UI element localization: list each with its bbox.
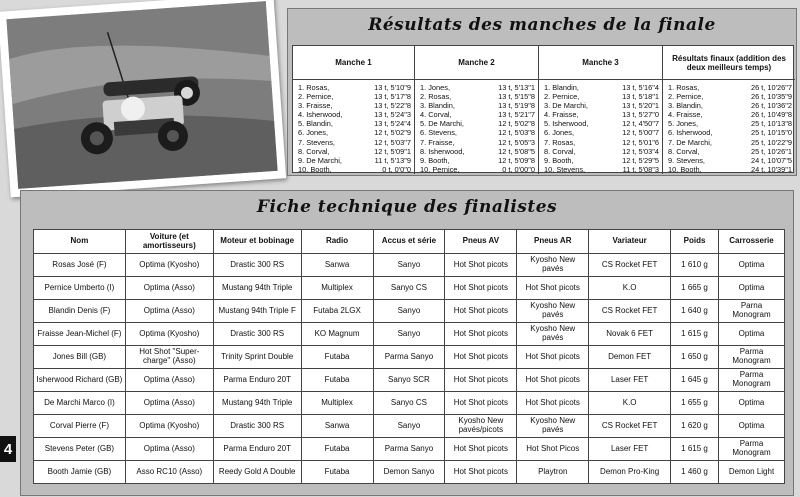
table-cell: CS Rocket FET	[589, 254, 671, 277]
table-cell: Sanyo	[373, 415, 445, 438]
table-cell: Hot Shot picots	[445, 392, 517, 415]
tech-column-header: Pneus AR	[517, 230, 589, 254]
table-cell: Kyosho New pavés	[517, 323, 589, 346]
result-row	[420, 119, 535, 128]
table-cell: Mustang 94th Triple	[213, 392, 301, 415]
result-row	[544, 165, 659, 174]
table-row	[34, 254, 785, 277]
result-driver: 2. Pernice,	[544, 92, 580, 102]
tech-column-header: Voiture (et amortisseurs)	[125, 230, 213, 254]
result-row	[298, 119, 411, 128]
table-cell: Optima (Kyosho)	[125, 415, 213, 438]
table-cell: Sanyo CS	[373, 392, 445, 415]
result-driver: 4. Corval,	[420, 110, 452, 120]
result-driver: 9. Stevens,	[668, 155, 705, 165]
result-row	[544, 128, 659, 137]
table-cell: Pernice Umberto (I)	[34, 277, 126, 300]
result-row	[298, 101, 411, 110]
results-grid	[292, 45, 794, 173]
results-list	[415, 80, 538, 174]
table-cell: 1 615 g	[671, 438, 719, 461]
result-time: 13 t, 5'15"8	[498, 92, 535, 102]
table-cell: Parma Sanyo	[373, 346, 445, 369]
table-cell: Hot Shot picots	[517, 346, 589, 369]
result-time: 24 t, 10'07"5	[750, 155, 792, 165]
table-row	[34, 415, 785, 438]
table-cell: Laser FET	[589, 369, 671, 392]
result-row	[420, 147, 535, 156]
result-row	[298, 128, 411, 137]
table-cell: K.O	[589, 277, 671, 300]
table-cell: Optima	[719, 392, 785, 415]
result-time: 13 t, 5'24"3	[374, 110, 411, 120]
table-cell: Optima	[719, 323, 785, 346]
table-cell: Novak 6 FET	[589, 323, 671, 346]
table-cell: Kyosho New pavés	[517, 254, 589, 277]
result-driver: 1. Jones,	[420, 83, 450, 92]
table-cell: 1 645 g	[671, 369, 719, 392]
result-row	[298, 92, 411, 101]
results-column	[663, 46, 795, 174]
tech-body	[34, 254, 785, 484]
result-row	[668, 92, 792, 101]
result-driver: 3. De Marchi,	[544, 101, 588, 111]
table-cell: Drastic 300 RS	[213, 415, 301, 438]
table-cell: Futaba	[301, 346, 373, 369]
table-cell: Parma Monogram	[719, 369, 785, 392]
result-row	[420, 138, 535, 147]
result-driver: 1. Rosas,	[668, 83, 700, 92]
tech-column-header: Carrosserie	[719, 230, 785, 254]
table-cell: Optima (Kyosho)	[125, 323, 213, 346]
table-cell: Jones Bill (GB)	[34, 346, 126, 369]
result-driver: 7. Fraisse,	[420, 137, 455, 147]
table-cell: Kyosho New pavés	[517, 415, 589, 438]
page-number: 4	[0, 436, 16, 462]
result-driver: 6. Jones,	[298, 128, 328, 138]
table-cell: Parma Sanyo	[373, 438, 445, 461]
table-cell: Futaba	[301, 461, 373, 484]
results-column-header: Résultats finaux (addition des deux meilleurs temps)	[663, 46, 795, 80]
result-driver: 1. Rosas,	[298, 83, 330, 92]
table-cell: Isherwood Richard (GB)	[34, 369, 126, 392]
table-row	[34, 323, 785, 346]
table-cell: Hot Shot picots	[517, 392, 589, 415]
result-driver: 10. Pernice,	[420, 164, 460, 174]
result-time: 13 t, 5'16"4	[622, 83, 659, 92]
result-row	[544, 119, 659, 128]
table-cell: Reedy Gold A Double	[213, 461, 301, 484]
results-list	[539, 80, 662, 174]
result-row	[420, 101, 535, 110]
result-time: 12 t, 5'03"7	[374, 137, 411, 147]
result-time: 12 t, 5'01"6	[622, 137, 659, 147]
result-time: 12 t, 5'02"8	[498, 119, 535, 129]
result-driver: 5. Blandin,	[298, 119, 333, 129]
table-cell: Sanwa	[301, 254, 373, 277]
result-time: 13 t, 5'22"8	[374, 101, 411, 111]
table-cell: Hot Shot picots	[517, 369, 589, 392]
result-time: 25 t, 10'26"1	[750, 146, 792, 156]
table-cell: Parma Enduro 20T	[213, 369, 301, 392]
results-column	[539, 46, 663, 174]
result-driver: 7. De Marchi,	[668, 137, 712, 147]
table-cell: Drastic 300 RS	[213, 254, 301, 277]
result-row	[668, 128, 792, 137]
result-row	[298, 83, 411, 92]
result-driver: 5. Isherwood,	[544, 119, 589, 129]
tech-column-header: Radio	[301, 230, 373, 254]
table-row	[34, 392, 785, 415]
table-cell: Demon FET	[589, 346, 671, 369]
result-row	[420, 156, 535, 165]
table-cell: Sanyo CS	[373, 277, 445, 300]
result-driver: 2. Rosas,	[420, 92, 452, 102]
result-row	[668, 101, 792, 110]
table-cell: 1 640 g	[671, 300, 719, 323]
results-column-header: Manche 1	[293, 46, 414, 80]
table-cell: Kyosho New pavés	[517, 300, 589, 323]
result-driver: 6. Isherwood,	[668, 128, 713, 138]
result-row	[298, 147, 411, 156]
result-driver: 3. Fraisse,	[298, 101, 333, 111]
table-cell: Sanwa	[301, 415, 373, 438]
result-time: 26 t, 10'36"2	[750, 101, 792, 111]
result-row	[668, 138, 792, 147]
result-row	[668, 147, 792, 156]
result-row	[544, 83, 659, 92]
result-row	[298, 110, 411, 119]
result-time: 13 t, 5'27"0	[622, 110, 659, 120]
result-time: 26 t, 10'26"7	[750, 83, 792, 92]
result-time: 13 t, 5'13"1	[498, 83, 535, 92]
result-row	[420, 128, 535, 137]
result-row	[544, 110, 659, 119]
result-driver: 5. Jones,	[668, 119, 698, 129]
table-cell: Stevens Peter (GB)	[34, 438, 126, 461]
tech-title: Fiche technique des finalistes	[256, 197, 558, 217]
tech-header-row	[34, 230, 785, 254]
result-driver: 8. Corval,	[544, 146, 576, 156]
table-cell: Hot Shot picots	[445, 254, 517, 277]
result-driver: 3. Blandin,	[668, 101, 703, 111]
result-time: 24 t, 10'39"1	[750, 164, 792, 174]
table-cell: Optima (Asso)	[125, 369, 213, 392]
result-driver: 8. Corval,	[668, 146, 700, 156]
result-row	[420, 92, 535, 101]
result-row	[544, 147, 659, 156]
result-driver: 2. Pernice,	[668, 92, 704, 102]
result-time: 13 t, 5'24"4	[374, 119, 411, 129]
table-row	[34, 300, 785, 323]
table-cell: 1 650 g	[671, 346, 719, 369]
table-cell: Rosas José (F)	[34, 254, 126, 277]
table-cell: Playtron	[517, 461, 589, 484]
rc-car-photo	[0, 0, 286, 197]
result-row	[544, 156, 659, 165]
table-cell: Hot Shot picots	[445, 277, 517, 300]
table-cell: 1 655 g	[671, 392, 719, 415]
table-cell: Optima	[719, 254, 785, 277]
result-driver: 8. Isherwood,	[420, 146, 465, 156]
tech-column-header: Moteur et bobinage	[213, 230, 301, 254]
table-cell: Sanyo	[373, 300, 445, 323]
result-time: 12 t, 5'02"9	[374, 128, 411, 138]
table-cell: Multiplex	[301, 392, 373, 415]
result-time: 12 t, 5'08"5	[498, 146, 535, 156]
table-cell: Parma Monogram	[719, 346, 785, 369]
table-cell: Hot Shot "Super-charge" (Asso)	[125, 346, 213, 369]
result-driver: 10. Booth,	[298, 164, 332, 174]
result-row	[668, 119, 792, 128]
table-cell: Kyosho New pavés/picots	[445, 415, 517, 438]
table-cell: 1 620 g	[671, 415, 719, 438]
results-title: Résultats des manches de la finale	[368, 15, 716, 35]
results-column	[415, 46, 539, 174]
result-time: 12 t, 5'05"3	[498, 137, 535, 147]
result-driver: 9. Booth,	[544, 155, 574, 165]
table-cell: Hot Shot picots	[445, 461, 517, 484]
result-driver: 10. Booth,	[668, 164, 702, 174]
tech-column-header: Poids	[671, 230, 719, 254]
table-cell: Drastic 300 RS	[213, 323, 301, 346]
result-time: 12 t, 5'09"8	[498, 155, 535, 165]
table-cell: K.O	[589, 392, 671, 415]
table-cell: Optima (Asso)	[125, 277, 213, 300]
result-time: 11 t, 5'08"3	[622, 164, 659, 174]
table-cell: Hot Shot picots	[445, 300, 517, 323]
results-column-header: Manche 2	[415, 46, 538, 80]
table-row	[34, 438, 785, 461]
table-cell: Sanyo SCR	[373, 369, 445, 392]
table-cell: Mustang 94th Triple F	[213, 300, 301, 323]
table-cell: 1 615 g	[671, 323, 719, 346]
table-cell: 1 610 g	[671, 254, 719, 277]
table-cell: Optima (Asso)	[125, 438, 213, 461]
result-row	[668, 110, 792, 119]
result-row	[420, 110, 535, 119]
table-cell: Parma Enduro 20T	[213, 438, 301, 461]
results-list	[663, 80, 795, 174]
result-time: 13 t, 5'17"8	[374, 92, 411, 102]
results-column	[293, 46, 415, 174]
tech-column-header: Variateur	[589, 230, 671, 254]
table-cell: Optima	[719, 277, 785, 300]
result-driver: 8. Corval,	[298, 146, 330, 156]
table-row	[34, 369, 785, 392]
table-cell: Booth Jamie (GB)	[34, 461, 126, 484]
results-column-header: Manche 3	[539, 46, 662, 80]
result-driver: 5. De Marchi,	[420, 119, 464, 129]
result-row	[668, 83, 792, 92]
result-driver: 4. Isherwood,	[298, 110, 343, 120]
result-time: 13 t, 5'18"1	[622, 92, 659, 102]
result-row	[298, 165, 411, 174]
result-row	[298, 156, 411, 165]
result-driver: 4. Fraisse,	[668, 110, 703, 120]
table-cell: Parma Monogram	[719, 438, 785, 461]
result-time: 13 t, 5'20"1	[622, 101, 659, 111]
table-cell: Futaba 2LGX	[301, 300, 373, 323]
table-cell: Demon Pro-King	[589, 461, 671, 484]
table-cell: 1 665 g	[671, 277, 719, 300]
table-cell: Demon Light	[719, 461, 785, 484]
table-cell: Mustang 94th Triple	[213, 277, 301, 300]
tech-column-header: Pneus AV	[445, 230, 517, 254]
result-row	[544, 92, 659, 101]
rc-buggy-illustration	[6, 1, 277, 189]
tech-sheet-panel	[20, 190, 794, 496]
table-cell: De Marchi Marco (I)	[34, 392, 126, 415]
table-cell: Hot Shot picots	[445, 438, 517, 461]
result-driver: 10. Stevens,	[544, 164, 586, 174]
table-cell: Parna Monogram	[719, 300, 785, 323]
tech-column-header: Nom	[34, 230, 126, 254]
table-cell: Hot Shot picots	[517, 277, 589, 300]
result-time: 25 t, 10'13"8	[750, 119, 792, 129]
table-cell: Hot Shot picots	[445, 346, 517, 369]
table-cell: Optima (Asso)	[125, 392, 213, 415]
result-time: 11 t, 5'13"9	[374, 155, 411, 165]
result-time: 0 t, 0'00"0	[502, 164, 535, 174]
table-row	[34, 346, 785, 369]
result-driver: 6. Jones,	[544, 128, 574, 138]
result-row	[420, 165, 535, 174]
result-driver: 9. De Marchi,	[298, 155, 342, 165]
results-list	[293, 80, 414, 174]
table-cell: KO Magnum	[301, 323, 373, 346]
result-time: 13 t, 5'19"8	[498, 101, 535, 111]
result-driver: 6. Stevens,	[420, 128, 457, 138]
table-cell: Trinity Sprint Double	[213, 346, 301, 369]
table-cell: 1 460 g	[671, 461, 719, 484]
result-driver: 9. Booth,	[420, 155, 450, 165]
result-driver: 1. Blandin,	[544, 83, 579, 92]
result-time: 12 t, 5'03"4	[622, 146, 659, 156]
result-driver: 3. Blandin,	[420, 101, 455, 111]
table-row	[34, 277, 785, 300]
result-driver: 7. Stevens,	[298, 137, 335, 147]
table-cell: Futaba	[301, 438, 373, 461]
table-cell: Optima (Kyosho)	[125, 254, 213, 277]
result-time: 26 t, 10'35"9	[750, 92, 792, 102]
table-cell: Asso RC10 (Asso)	[125, 461, 213, 484]
result-driver: 7. Rosas,	[544, 137, 576, 147]
result-time: 25 t, 10'15"0	[750, 128, 792, 138]
table-cell: Hot Shot Picos	[517, 438, 589, 461]
result-row	[544, 138, 659, 147]
tech-column-header: Accus et série	[373, 230, 445, 254]
table-cell: Hot Shot picots	[445, 323, 517, 346]
table-cell: Multiplex	[301, 277, 373, 300]
table-cell: CS Rocket FET	[589, 415, 671, 438]
result-time: 12 t, 5'29"5	[622, 155, 659, 165]
race-results-panel	[287, 8, 797, 176]
result-driver: 4. Fraisse,	[544, 110, 579, 120]
table-cell: Optima (Asso)	[125, 300, 213, 323]
table-cell: Demon Sanyo	[373, 461, 445, 484]
result-row	[544, 101, 659, 110]
result-driver: 2. Pernice,	[298, 92, 334, 102]
result-row	[298, 138, 411, 147]
table-row	[34, 461, 785, 484]
result-time: 26 t, 10'49"8	[750, 110, 792, 120]
result-time: 12 t, 5'03"8	[498, 128, 535, 138]
result-time: 12 t, 5'00"7	[622, 128, 659, 138]
table-cell: Optima	[719, 415, 785, 438]
table-cell: Sanyo	[373, 254, 445, 277]
result-time: 13 t, 5'10"9	[374, 83, 411, 92]
result-time: 0 t, 0'0"0	[382, 164, 411, 174]
tech-table	[33, 229, 785, 484]
result-time: 13 t, 5'21"7	[498, 110, 535, 120]
result-row	[420, 83, 535, 92]
result-time: 25 t, 10'22"9	[750, 137, 792, 147]
table-cell: Blandin Denis (F)	[34, 300, 126, 323]
table-cell: Futaba	[301, 369, 373, 392]
result-time: 12 t, 4'50"7	[622, 119, 659, 129]
photo-image	[6, 1, 277, 189]
table-cell: Sanyo	[373, 323, 445, 346]
result-row	[668, 165, 792, 174]
table-cell: Fraisse Jean-Michel (F)	[34, 323, 126, 346]
result-time: 12 t, 5'09"1	[374, 146, 411, 156]
table-cell: Corval Pierre (F)	[34, 415, 126, 438]
table-cell: Laser FET	[589, 438, 671, 461]
table-cell: CS Rocket FET	[589, 300, 671, 323]
table-cell: Hot Shot picots	[445, 369, 517, 392]
result-row	[668, 156, 792, 165]
